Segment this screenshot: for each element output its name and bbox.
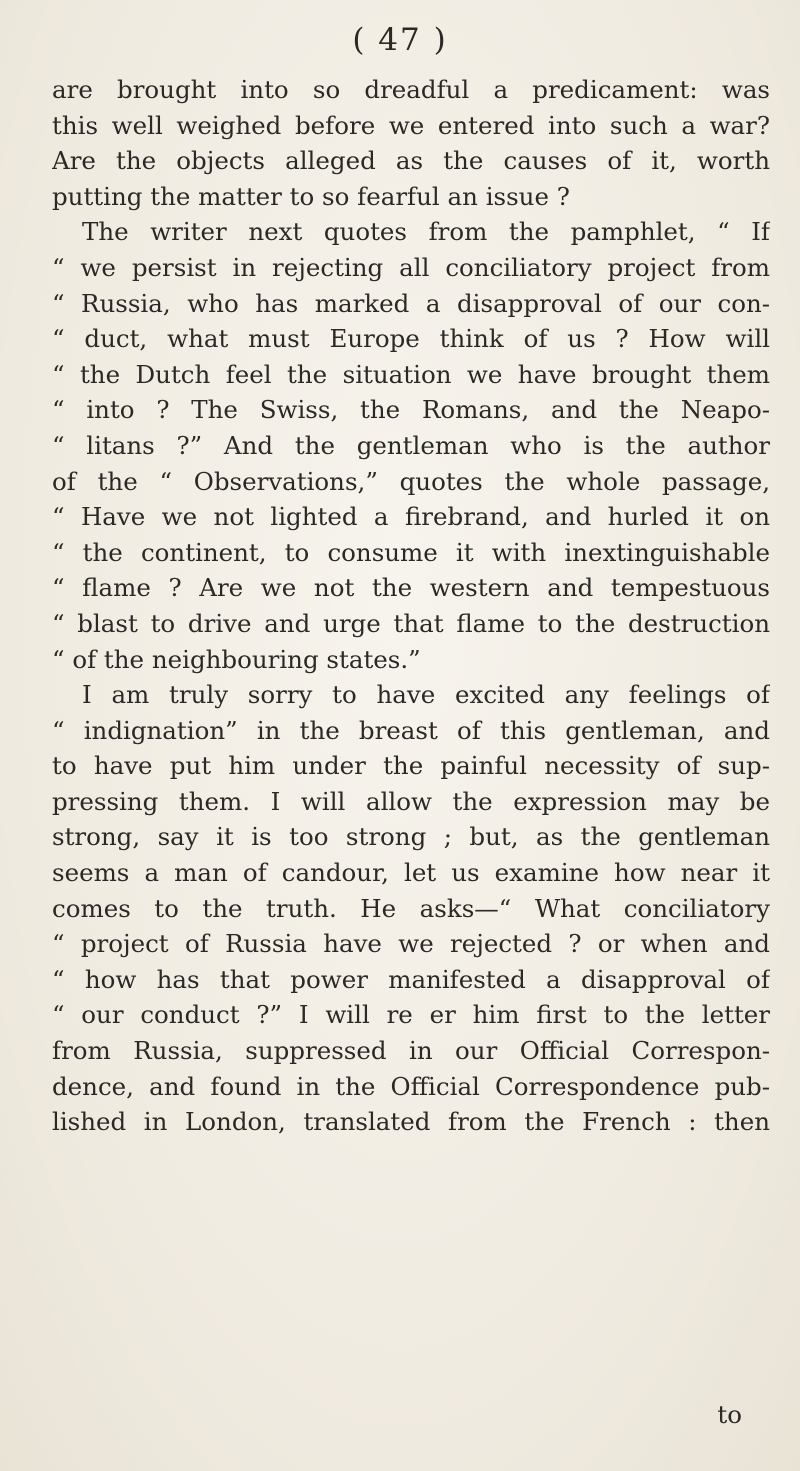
text-line: The writer next quotes from the pamphlet, “ If [82, 217, 770, 247]
catchword: to [717, 1400, 742, 1429]
text-line: “ the continent, to consume it with inextinguishable [52, 537, 770, 567]
text-line: lished in London, translated from the French : then [52, 1107, 770, 1137]
text-line: Are the objects alleged as the causes of it, worth [52, 146, 770, 176]
text-line: “ indignation” in the breast of this gentleman, and [52, 715, 770, 745]
text-line: strong, say it is too strong ; but, as the gentleman [52, 822, 770, 852]
text-line: putting the matter to so fearful an issue ? [52, 181, 570, 211]
text-line: comes to the truth. He asks—“ What conciliatory [52, 893, 770, 923]
text-line: “ Have we not lighted a firebrand, and hurled it on [52, 502, 770, 532]
text-line: this well weighed before we entered into such a war? [52, 110, 770, 140]
text-line: pressing them. I will allow the expression may be [52, 786, 770, 816]
body-text [52, 72, 770, 1140]
text-line: “ duct, what must Europe think of us ? How will [52, 324, 770, 354]
text-line: “ how has that power manifested a disapproval of [52, 964, 770, 994]
text-line: “ our conduct ?” I will re er him first to the letter [52, 1000, 770, 1030]
text-line: “ into ? The Swiss, the Romans, and the Neapo- [52, 395, 770, 425]
text-line: “ of the neighbouring states.” [52, 644, 421, 674]
text-line: “ blast to drive and urge that flame to the destruction [52, 608, 770, 638]
text-line: are brought into so dreadful a predicament: was [52, 75, 770, 104]
text-line: from Russia, suppressed in our Official Correspon- [52, 1036, 770, 1066]
text-line: dence, and found in the Official Correspondence pub- [52, 1071, 770, 1101]
text-line: “ litans ?” And the gentleman who is the author [52, 430, 770, 460]
text-line: “ flame ? Are we not the western and tempestuous [52, 573, 770, 603]
text-line: “ we persist in rejecting all conciliatory project from [52, 252, 770, 282]
text-line: to have put him under the painful necessity of sup- [52, 751, 770, 781]
text-line: seems a man of candour, let us examine how near it [52, 858, 770, 888]
text-line: “ Russia, who has marked a disapproval of our con- [52, 288, 770, 318]
text-line: I am truly sorry to have excited any feelings of [82, 680, 770, 710]
page-number: ( 47 ) [352, 22, 448, 58]
text-line: “ project of Russia have we rejected ? or when and [52, 929, 770, 959]
text-line: of the “ Observations,” quotes the whole passage, [52, 466, 770, 496]
text-line: “ the Dutch feel the situation we have brought them [52, 359, 770, 389]
